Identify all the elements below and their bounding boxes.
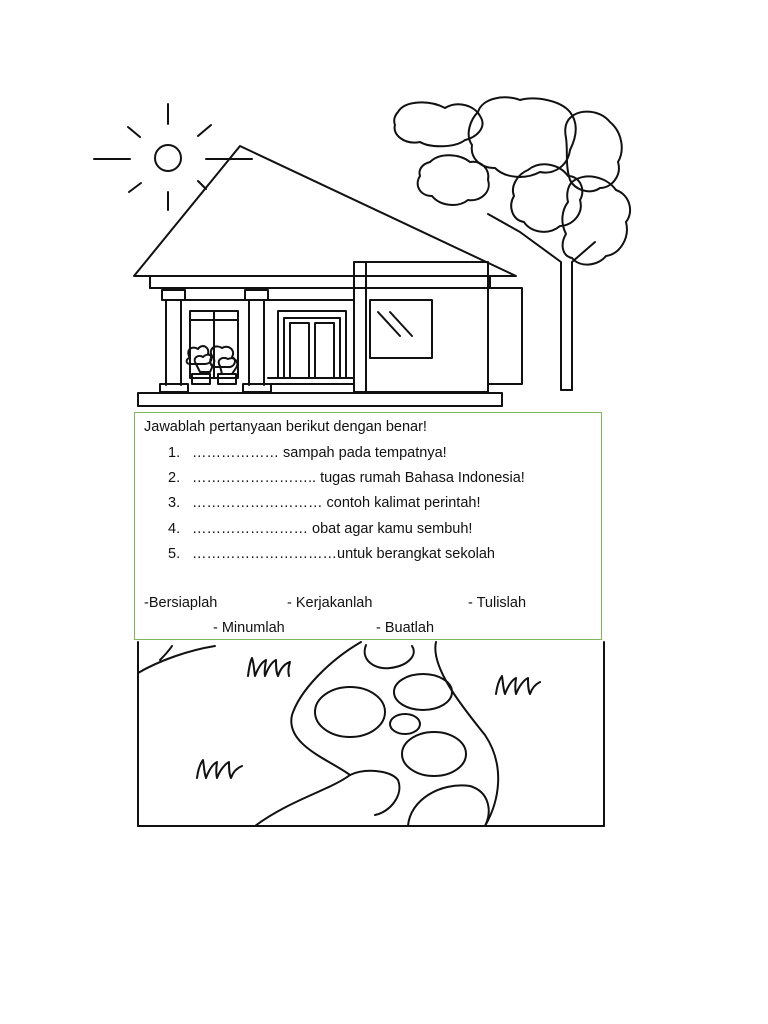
- answer-option-minumlah: - Minumlah: [213, 620, 285, 636]
- question-box: [134, 412, 602, 640]
- question-number: 1.: [168, 445, 181, 461]
- instruction-text: Jawablah pertanyaan berikut dengan benar!: [144, 419, 427, 435]
- answer-option-kerjakanlah: - Kerjakanlah: [287, 595, 373, 611]
- question-number: 5.: [168, 545, 181, 562]
- house-icon: [134, 146, 522, 406]
- question-text: …………………….. tugas rumah Bahasa Indonesia!: [192, 470, 525, 487]
- tree-icon: [394, 97, 630, 390]
- question-number: 4.: [168, 520, 181, 537]
- question-text: …………………………untuk berangkat sekolah: [192, 545, 495, 562]
- question-text: …………………… obat agar kamu sembuh!: [192, 520, 473, 537]
- sun-icon: [94, 104, 252, 210]
- yard-path-icon: [138, 642, 604, 826]
- answer-option-tulislah: - Tulislah: [468, 595, 527, 611]
- question-text: ……………………… contoh kalimat perintah!: [192, 495, 481, 512]
- question-text: ……………… sampah pada tempatnya!: [192, 445, 447, 461]
- question-number: 3.: [168, 495, 181, 512]
- question-number: 2.: [168, 470, 181, 487]
- answer-option-buatlah: - Buatlah: [376, 620, 435, 636]
- answer-option-bersiaplah: -Bersiaplah: [144, 595, 218, 611]
